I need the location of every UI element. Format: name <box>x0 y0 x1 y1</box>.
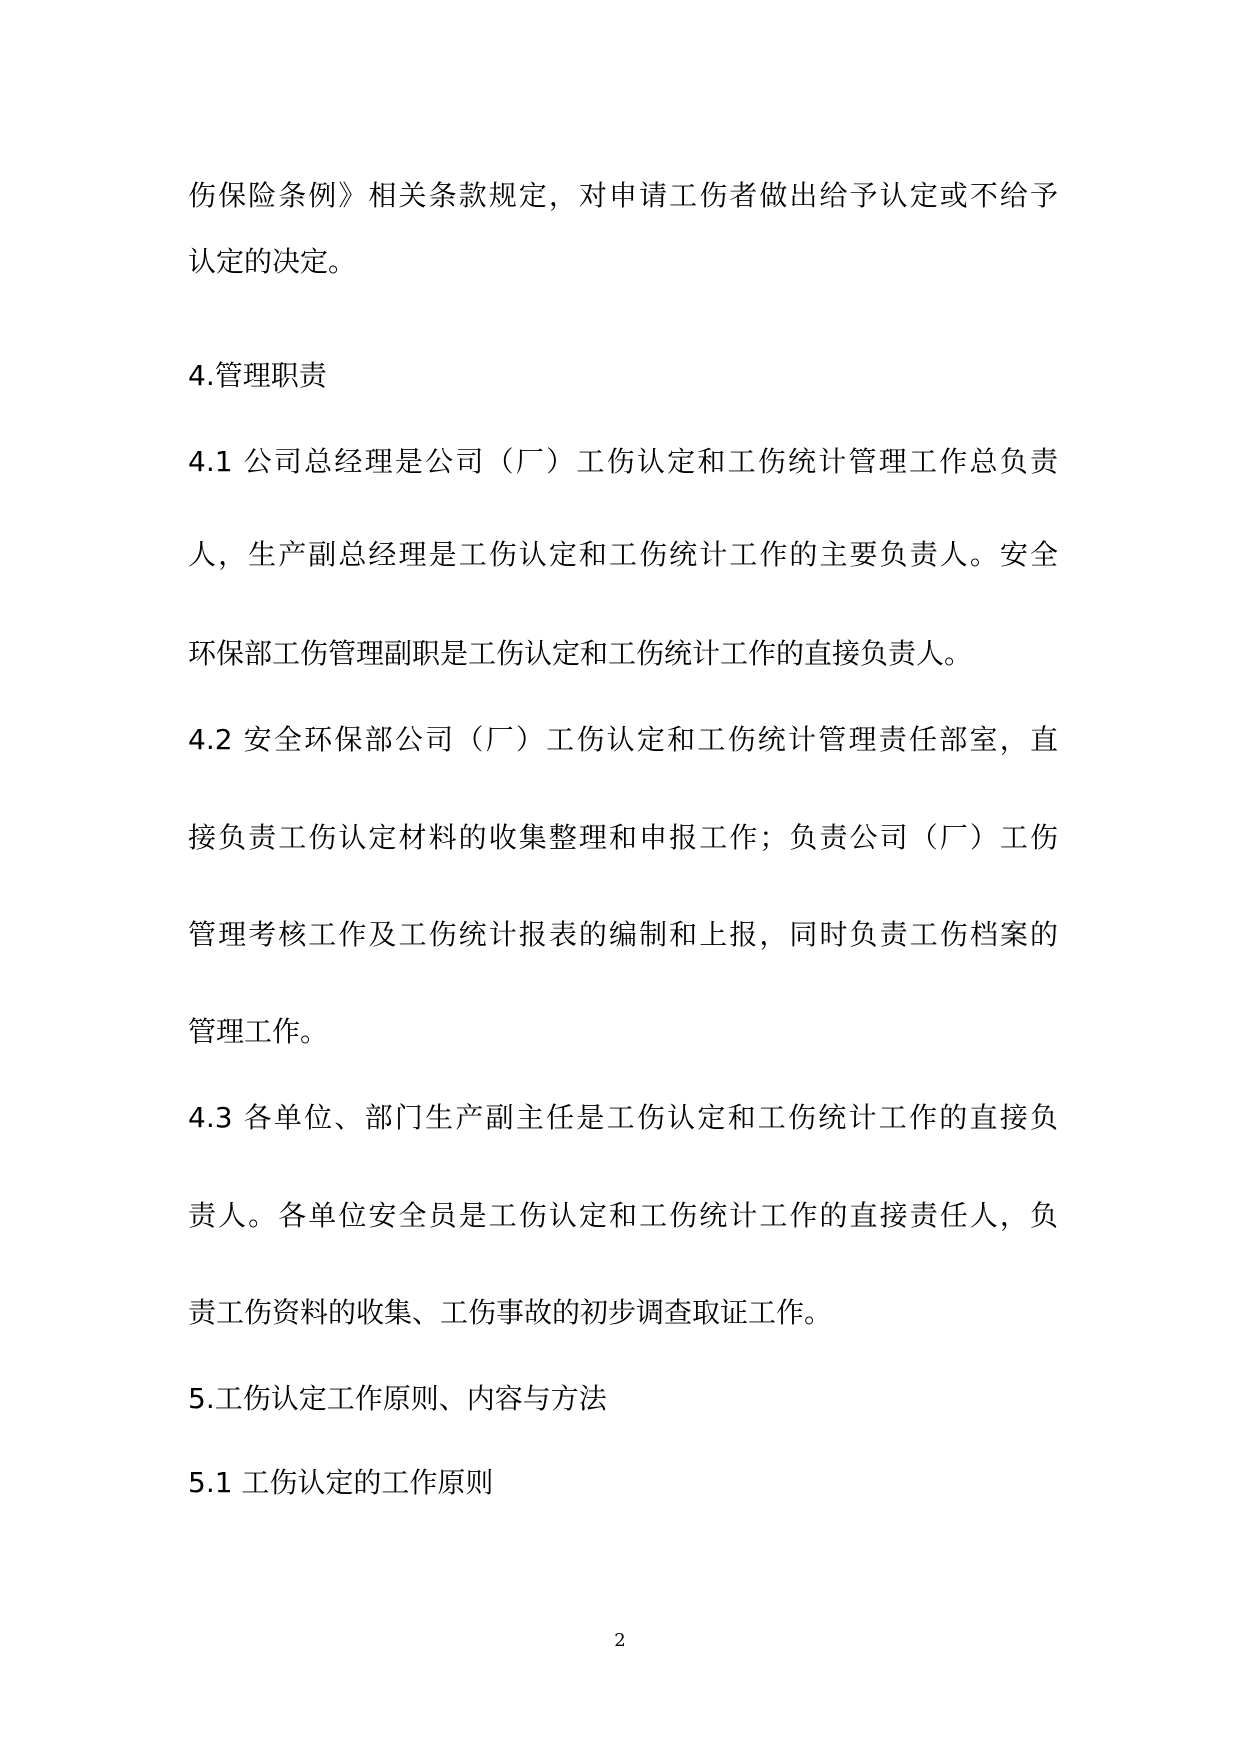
paragraph-line: 伤保险条例》相关条款规定，对申请工伤者做出给予认定或不给予 <box>188 179 1058 212</box>
section-heading: 4.管理职责 <box>188 359 327 392</box>
paragraph-line: 4.1 公司总经理是公司（厂）工伤认定和工伤统计管理工作总负责 <box>188 445 1058 478</box>
paragraph-line: 人，生产副总经理是工伤认定和工伤统计工作的主要负责人。安全 <box>188 538 1058 571</box>
paragraph-line: 4.2 安全环保部公司（厂）工伤认定和工伤统计管理责任部室，直 <box>188 723 1058 756</box>
paragraph-line: 4.3 各单位、部门生产副主任是工伤认定和工伤统计工作的直接负 <box>188 1101 1058 1134</box>
paragraph-line: 接负责工伤认定材料的收集整理和申报工作；负责公司（厂）工伤 <box>188 821 1058 854</box>
paragraph-line: 管理工作。 <box>188 1015 329 1048</box>
paragraph-line: 认定的决定。 <box>188 245 357 278</box>
paragraph-line: 环保部工伤管理副职是工伤认定和工伤统计工作的直接负责人。 <box>188 637 973 670</box>
paragraph-line: 管理考核工作及工伤统计报表的编制和上报，同时负责工伤档案的 <box>188 918 1058 951</box>
page-number: 2 <box>614 1630 626 1651</box>
subsection-heading: 5.1 工伤认定的工作原则 <box>188 1466 494 1499</box>
section-heading: 5.工伤认定工作原则、内容与方法 <box>188 1382 607 1415</box>
paragraph-line: 责工伤资料的收集、工伤事故的初步调查取证工作。 <box>188 1296 833 1329</box>
paragraph-line: 责人。各单位安全员是工伤认定和工伤统计工作的直接责任人，负 <box>188 1199 1058 1232</box>
